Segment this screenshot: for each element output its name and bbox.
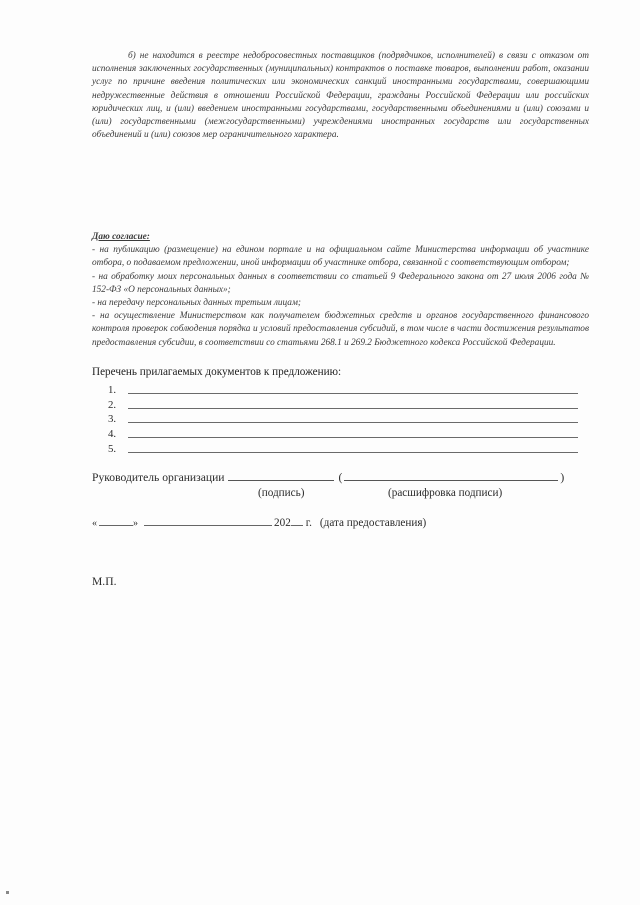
close-quote: » bbox=[133, 518, 138, 529]
month-blank bbox=[144, 515, 272, 526]
head-of-organization-label: Руководитель организации bbox=[92, 471, 225, 484]
document-row bbox=[108, 381, 578, 396]
consent-item: - на обработку моих персональных данных в соответствии со статьей 9 Федерального закона от 27 июля 2006 года № 152-ФЗ «О персональных данных»; bbox=[92, 271, 589, 295]
consent-item: - на осуществление Министерством как получателем бюджетных средств и органов государственного финансового контроля проверок соблюдения порядка и условий предоставления субсидий, в том числе в части достижения результатов предоставления субсидии, в соответствии со статьями 268.1 и 269.2 Бюджетного кодекса Российской Федерации. bbox=[92, 311, 589, 348]
consent-item: - на публикацию (размещение) на едином портале и на официальном сайте Министерства информации об участнике отбора, о подаваемом предложении, иной информации об участнике отбора, связанной с соответствующим отбором; bbox=[92, 245, 589, 269]
document-number: 3. bbox=[108, 413, 117, 426]
document-number: 2. bbox=[108, 398, 117, 411]
scan-speck bbox=[6, 891, 9, 894]
consent-item: - на передачу персональных данных третьим лицам; bbox=[92, 298, 301, 309]
document-row bbox=[108, 411, 578, 426]
documents-list bbox=[108, 381, 578, 455]
documents-title: Перечень прилагаемых документов к предложению: bbox=[92, 366, 342, 378]
document-row bbox=[108, 396, 578, 411]
document-blank-line bbox=[128, 442, 578, 453]
document-row bbox=[108, 425, 578, 440]
signature-line bbox=[92, 469, 592, 484]
stamp-place-label: М.П. bbox=[92, 575, 117, 588]
close-paren: ) bbox=[560, 471, 565, 484]
document-number: 4. bbox=[108, 428, 117, 441]
open-quote: « bbox=[92, 518, 97, 529]
year-blank bbox=[291, 515, 303, 526]
signature-decode-blank bbox=[344, 469, 558, 481]
document-row bbox=[108, 440, 578, 455]
signature-blank bbox=[228, 469, 334, 481]
date-line bbox=[92, 515, 512, 529]
year-suffix: г. bbox=[305, 517, 312, 529]
document-number: 1. bbox=[108, 383, 117, 396]
signature-caption: (подпись) bbox=[258, 487, 305, 499]
document-blank-line bbox=[128, 383, 578, 394]
document-blank-line bbox=[128, 412, 578, 423]
paragraph-b: б) не находится в реестре недобросовестных поставщиков (подрядчиков, исполнителей) в связи с отказом от исполнения заключенных государственных (муниципальных) контрактов о поставке товаров, выполнении работ, оказании услуг по причине введения политических или экономических санкций иностранными государствами, совершающими недружественные действия в отношении Российской Федерации, гражданы Российской Федерации или российских юридических лиц, и (или) введением иностранными государствами, государственными объединениями и (или) союзами и (или) государственными (межгосударственными) учреждениями иностранных государств или государственных объединений и (или) союзов мер ограничительного характера. bbox=[92, 51, 589, 141]
document-number: 5. bbox=[108, 442, 117, 455]
document-blank-line bbox=[128, 427, 578, 438]
open-paren: ( bbox=[338, 471, 343, 484]
signature-decode-caption: (расшифровка подписи) bbox=[388, 487, 503, 499]
date-caption: (дата предоставления) bbox=[319, 517, 427, 529]
document-blank-line bbox=[128, 398, 578, 409]
consent-heading: Даю согласие: bbox=[92, 232, 150, 242]
year-prefix: 202 bbox=[274, 517, 291, 529]
consent-section bbox=[92, 231, 589, 350]
day-blank bbox=[99, 515, 133, 526]
